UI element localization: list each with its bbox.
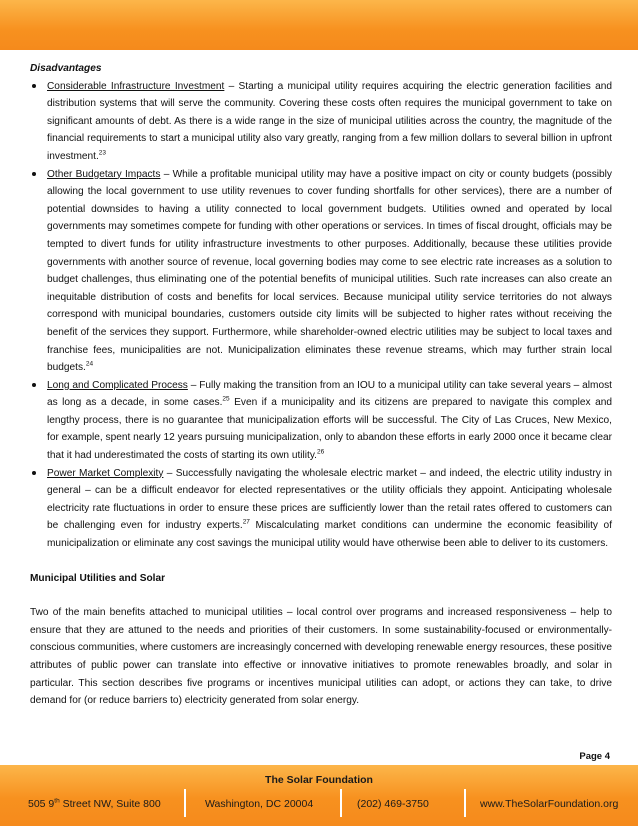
item-text: – Successfully navigating the wholesale electric market – and indeed, the electric utility industry in general – can be a difficult endeavor for elected representatives or the utility officials they appoint. Anticipating wholesale electricity rate fluctuations in order to ensure these prices are sufficiently lower than the retail rates offered to customers can be challenging even for industry experts. — [47, 467, 612, 532]
footnote-ref: 26 — [316, 448, 325, 456]
footer-divider — [464, 789, 466, 817]
header-band — [0, 0, 638, 50]
footer-band — [0, 765, 638, 826]
disadvantages-heading: Disadvantages — [30, 63, 102, 74]
item-text: – Fully making the transition from an IOU to a municipal utility can take several years – almost as long as a decade, in some cases. — [47, 379, 612, 409]
footer-phone: (202) 469-3750 — [357, 798, 429, 810]
list-item — [30, 377, 612, 465]
list-item — [30, 465, 612, 553]
footer-address — [28, 798, 161, 810]
footer-divider — [340, 789, 342, 817]
item-text: – Starting a municipal utility requires acquiring the electric generation facilities and distribution systems that will serve the community. Covering these costs often requires the municipal government to take on significant amounts of debt. As there is a wide range in the size of municipal utilities across the country, the magnitude of the financial requirements to start a municipal utility also vary greatly, ranging from a few million dollars to several billion in upfront investment. — [47, 80, 612, 162]
footer-city: Washington, DC 20004 — [205, 798, 314, 810]
item-text: – While a profitable municipal utility may have a positive impact on city or county budgets (possibly allowing the local government to use utility revenues to cover funding shortfalls for other services), there are a number of potential downsides to having a utility connected to local government budgets. Utilities owned and operated by local governments may sometimes compete for funding with other operations or services. In times of fiscal drought, officials may be tempted to divert funds for utility infrastructure investments to other purposes. Additionally, because these utilities provide governments with another source of revenue, local governing bodies may come to see electric rate increases as a solution to budget challenges, thus eliminating one of the potential benefits of municipal utilities. Such rate increases can also create an inequitable distribution of costs and benefits for local services. Because municipal utility service territories do not always correspond with municipal boundaries, customers outside city limits will be subjected to higher rates without receiving the benefit of the services they support. Furthermore, while shareholder-owned electric utilities may be subject to local taxes and franchise fees, municipalities are not. Municipalization eliminates these revenue streams, which may further strain local budgets. — [47, 168, 612, 374]
address-ordinal: th — [54, 797, 60, 805]
page-content — [30, 60, 612, 710]
footnote-ref: 25 — [222, 395, 230, 403]
section-heading: Municipal Utilities and Solar — [30, 572, 166, 584]
item-term: Long and Complicated Process — [47, 379, 188, 391]
item-term: Power Market Complexity — [47, 467, 164, 479]
item-term: Considerable Infrastructure Investment — [47, 80, 225, 92]
list-item — [30, 78, 612, 166]
item-term: Other Budgetary Impacts — [47, 168, 161, 180]
list-item — [30, 166, 612, 377]
address-number: 505 9 — [28, 798, 55, 810]
item-text: Even if a municipality and its citizens are prepared to navigate this complex and lengthy process, there is no guarantee that municipalization efforts will be successful. The City of Las Cruces, New Mexico, for example, spent nearly 12 years pursuing municipalization, only to abandon these efforts in early 2000 once it became clear that it had underestimated the costs of starting its own utility. — [47, 397, 612, 462]
footer-website-link[interactable]: www.TheSolarFoundation.org — [480, 798, 619, 810]
address-street: Street NW, Suite 800 — [59, 798, 161, 810]
item-text: Miscalculating market conditions can undermine the economic feasibility of municipalization or eliminate any cost savings the municipal utility would have otherwise been able to deliver to its customers. — [47, 520, 613, 550]
footer-organization: The Solar Foundation — [265, 774, 373, 786]
page-number: Page 4 — [579, 751, 610, 762]
footer-divider — [184, 789, 186, 817]
footnote-ref: 23 — [98, 149, 107, 157]
footnote-ref: 27 — [242, 519, 250, 527]
section-paragraph: Two of the main benefits attached to municipal utilities – local control over programs and increased responsiveness – help to ensure that they are attuned to the needs and priorities of their customers. In some sustainability-focused or environmentally-conscious communities, where customers are increasingly concerned with developing renewable energy resources, these positive attributes of public power can translate into effective or innovative initiatives to promote renewables broadly, and solar in particular. This section describes five programs or incentives municipal utilities can adopt, or actions they can take, to drive demand for (or reduce barriers to) electricity generated from solar energy. — [30, 607, 612, 707]
footnote-ref: 24 — [85, 360, 94, 368]
disadvantages-list — [30, 78, 612, 553]
